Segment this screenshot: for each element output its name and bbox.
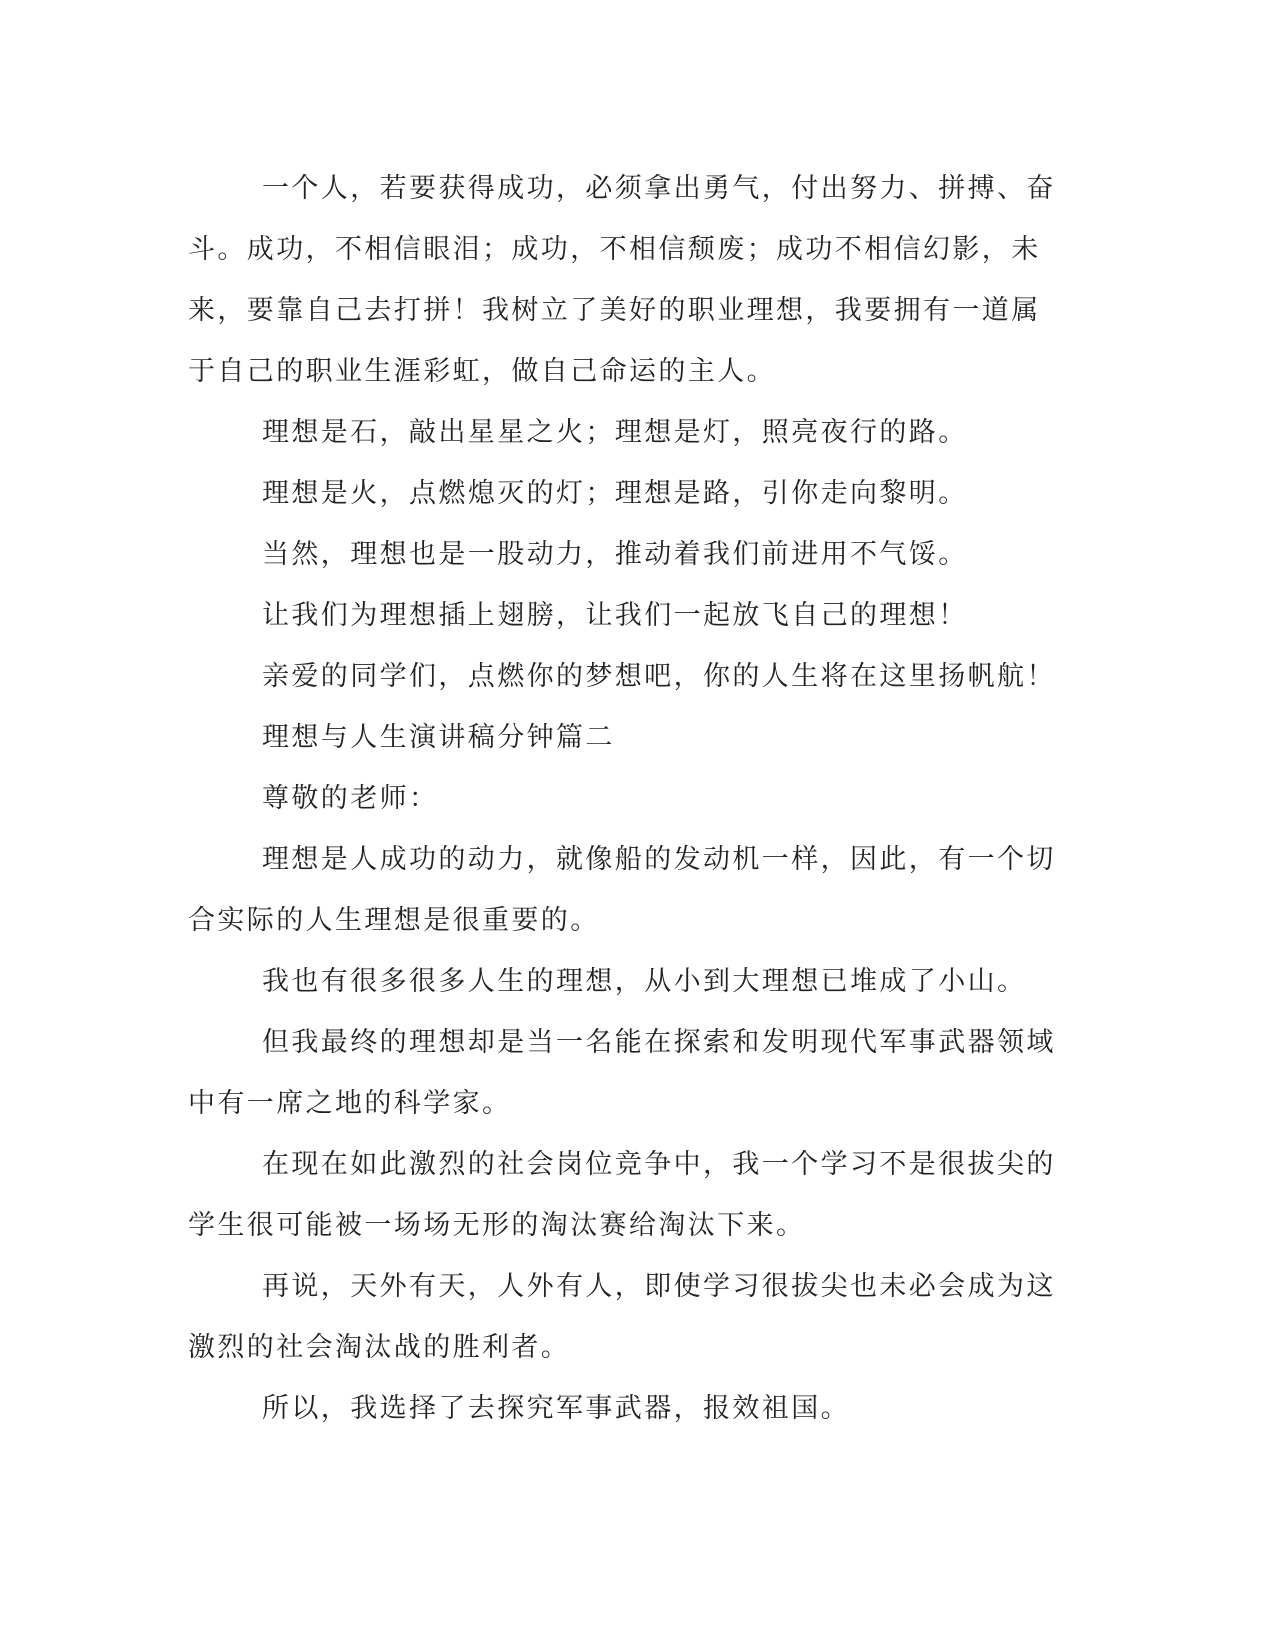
paragraph: 所以，我选择了去探究军事武器，报效祖国。 xyxy=(262,1393,850,1424)
paragraph: 我也有很多很多人生的理想，从小到大理想已堆成了小山。 xyxy=(262,966,1027,997)
paragraph: 理想是人成功的动力，就像船的发动机一样，因此，有一个切合实际的人生理想是很重要的。 xyxy=(188,844,1056,936)
section-heading: 理想与人生演讲稿分钟篇二 xyxy=(262,722,615,753)
paragraph: 亲爱的同学们，点燃你的梦想吧，你的人生将在这里扬帆航！ xyxy=(262,661,1056,692)
salutation: 尊敬的老师： xyxy=(262,783,439,814)
paragraph: 理想是石，敲出星星之火；理想是灯，照亮夜行的路。 xyxy=(262,417,968,448)
paragraph: 但我最终的理想却是当一名能在探索和发明现代军事武器领域中有一席之地的科学家。 xyxy=(188,1027,1056,1119)
paragraph: 一个人，若要获得成功，必须拿出勇气，付出努力、拼搏、奋斗。成功，不相信眼泪；成功，不相信颓废；成功不相信幻影，未来，要靠自己去打拼！我树立了美好的职业理想，我要拥有一道属于自己的职业生涯彩虹，做自己命运的主人。 xyxy=(188,173,1056,387)
paragraph: 在现在如此激烈的社会岗位竞争中，我一个学习不是很拔尖的学生很可能被一场场无形的淘汰赛给淘汰下来。 xyxy=(188,1149,1056,1241)
paragraph: 当然，理想也是一股动力，推动着我们前进用不气馁。 xyxy=(262,539,968,570)
paragraph: 理想是火，点燃熄灭的灯；理想是路，引你走向黎明。 xyxy=(262,478,968,509)
document-body xyxy=(188,158,1064,1439)
paragraph: 让我们为理想插上翅膀，让我们一起放飞自己的理想！ xyxy=(262,600,968,631)
paragraph: 再说，天外有天，人外有人，即使学习很拔尖也未必会成为这激烈的社会淘汰战的胜利者。 xyxy=(188,1271,1056,1363)
